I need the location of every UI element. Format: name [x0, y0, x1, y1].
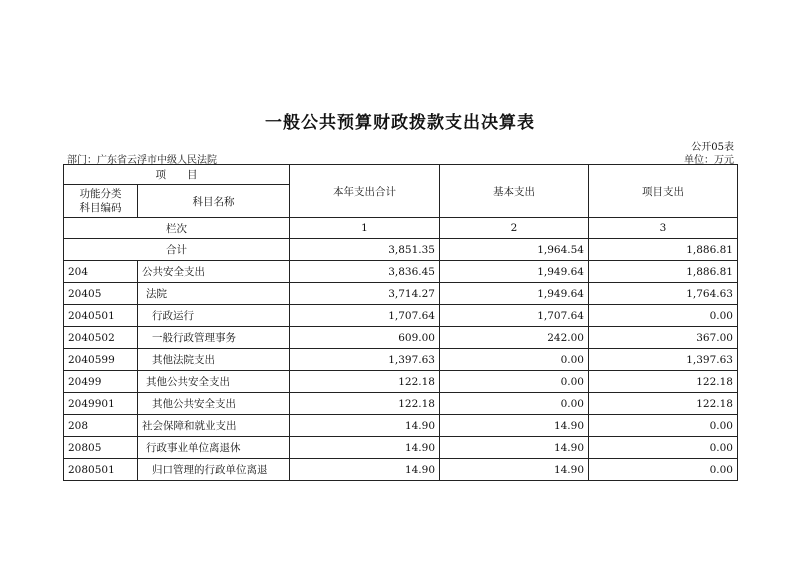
row-code: 2080501 — [64, 459, 138, 481]
row-basic: 0.00 — [440, 393, 589, 415]
column-index-2: 2 — [440, 218, 589, 239]
row-project: 0.00 — [589, 305, 738, 327]
table-row — [64, 459, 738, 481]
header-item: 项 目 — [64, 165, 290, 185]
row-name: 其他公共安全支出 — [138, 371, 290, 393]
table-row — [64, 393, 738, 415]
row-total: 1,707.64 — [290, 305, 440, 327]
table-row — [64, 349, 738, 371]
expenditure-table — [63, 164, 738, 481]
row-basic: 14.90 — [440, 415, 589, 437]
row-name: 其他法院支出 — [138, 349, 290, 371]
column-index-1: 1 — [290, 218, 440, 239]
row-project: 122.18 — [589, 393, 738, 415]
row-total: 122.18 — [290, 371, 440, 393]
row-basic: 0.00 — [440, 371, 589, 393]
row-basic: 14.90 — [440, 459, 589, 481]
row-code: 20405 — [64, 283, 138, 305]
row-total: 14.90 — [290, 437, 440, 459]
row-code: 20499 — [64, 371, 138, 393]
table-row — [64, 415, 738, 437]
header-subject-name: 科目名称 — [138, 185, 290, 218]
row-basic: 1,949.64 — [440, 261, 589, 283]
row-project: 1,764.63 — [589, 283, 738, 305]
row-name: 行政运行 — [138, 305, 290, 327]
table-row — [64, 239, 738, 261]
row-code: 2049901 — [64, 393, 138, 415]
table-row — [64, 305, 738, 327]
row-name: 行政事业单位离退休 — [138, 437, 290, 459]
row-basic: 14.90 — [440, 437, 589, 459]
row-project: 0.00 — [589, 437, 738, 459]
header-func-code: 功能分类 科目编码 — [64, 185, 138, 218]
row-code: 2040599 — [64, 349, 138, 371]
row-basic: 1,707.64 — [440, 305, 589, 327]
department-label: 部门：广东省云浮市中级人民法院 — [67, 155, 217, 166]
header-project: 项目支出 — [589, 165, 738, 218]
column-index-3: 3 — [589, 218, 738, 239]
table-row — [64, 437, 738, 459]
row-project: 122.18 — [589, 371, 738, 393]
row-name: 一般行政管理事务 — [138, 327, 290, 349]
row-project: 1,397.63 — [589, 349, 738, 371]
row-total: 122.18 — [290, 393, 440, 415]
row-name: 法院 — [138, 283, 290, 305]
row-code: 20805 — [64, 437, 138, 459]
row-project: 1,886.81 — [589, 261, 738, 283]
unit-label: 单位：万元 — [684, 155, 734, 166]
header-total: 本年支出合计 — [290, 165, 440, 218]
row-name: 其他公共安全支出 — [138, 393, 290, 415]
row-basic: 0.00 — [440, 349, 589, 371]
row-total: 609.00 — [290, 327, 440, 349]
row-total: 3,836.45 — [290, 261, 440, 283]
header-basic: 基本支出 — [440, 165, 589, 218]
table-row — [64, 261, 738, 283]
row-code: 2040501 — [64, 305, 138, 327]
row-code: 204 — [64, 261, 138, 283]
row-basic: 1,964.54 — [440, 239, 589, 261]
row-total: 1,397.63 — [290, 349, 440, 371]
row-total: 14.90 — [290, 415, 440, 437]
column-index-label: 栏次 — [64, 218, 290, 239]
row-name: 公共安全支出 — [138, 261, 290, 283]
row-basic: 242.00 — [440, 327, 589, 349]
row-code: 208 — [64, 415, 138, 437]
page-title: 一般公共预算财政拨款支出决算表 — [265, 113, 535, 133]
table-row — [64, 283, 738, 305]
row-project: 0.00 — [589, 415, 738, 437]
row-total: 3,851.35 — [290, 239, 440, 261]
row-total: 14.90 — [290, 459, 440, 481]
row-project: 367.00 — [589, 327, 738, 349]
form-number: 公开05表 — [691, 142, 734, 153]
row-code: 2040502 — [64, 327, 138, 349]
row-project: 1,886.81 — [589, 239, 738, 261]
row-project: 0.00 — [589, 459, 738, 481]
row-name: 合计 — [64, 239, 290, 261]
row-basic: 1,949.64 — [440, 283, 589, 305]
row-name: 社会保障和就业支出 — [138, 415, 290, 437]
row-name: 归口管理的行政单位离退 — [138, 459, 290, 481]
table-row — [64, 371, 738, 393]
table-row — [64, 327, 738, 349]
row-total: 3,714.27 — [290, 283, 440, 305]
